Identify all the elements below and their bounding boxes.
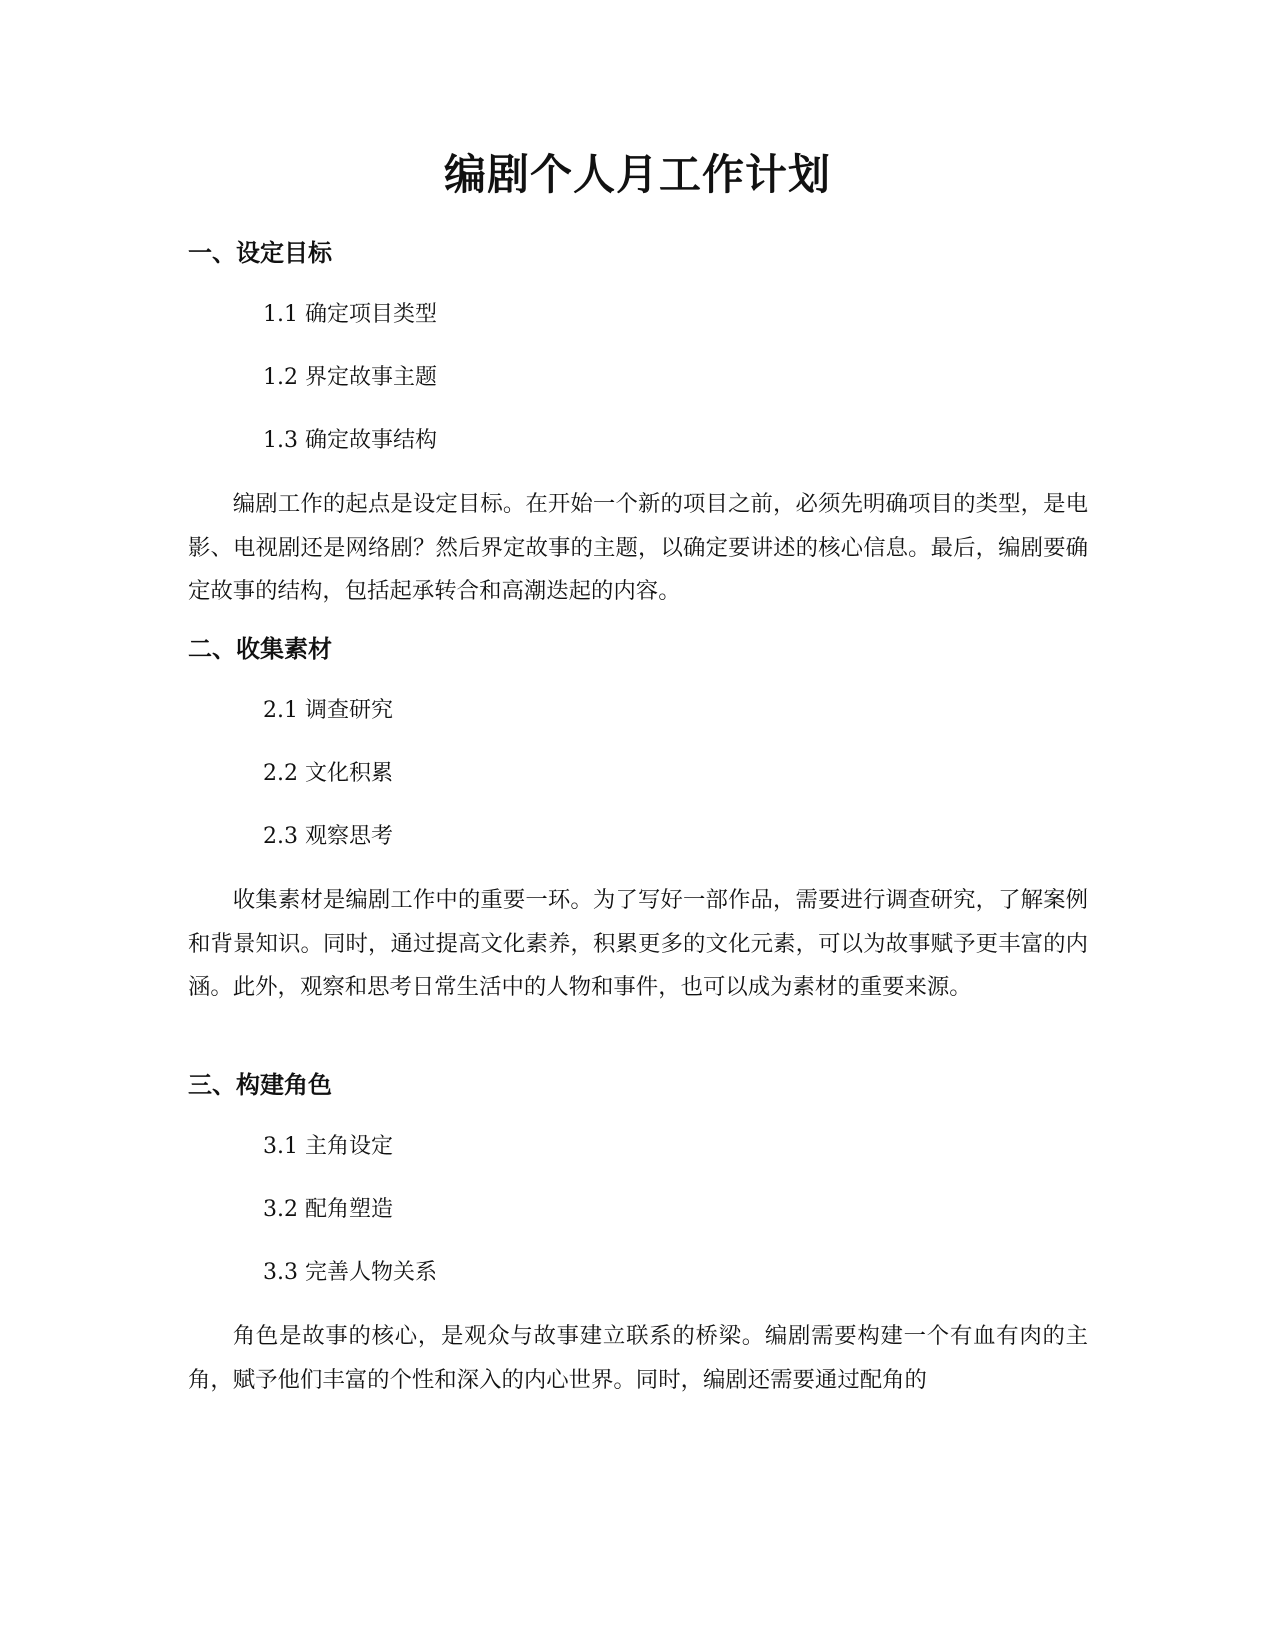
subsection-item: 1.3 确定故事结构 <box>263 428 437 453</box>
subsection-item: 2.3 观察思考 <box>263 824 393 849</box>
document-title: 编剧个人月工作计划 <box>443 150 831 199</box>
section-heading: 三、构建角色 <box>188 1071 332 1099</box>
section-paragraph: 收集素材是编剧工作中的重要一环。为了写好一部作品，需要进行调查研究，了解案例和背景知识。同时，通过提高文化素养，积累更多的文化元素，可以为故事赋予更丰富的内涵。此外，观察和思考日常生活中的人物和事件，也可以成为素材的重要来源。 <box>188 887 1088 1000</box>
section-heading: 一、设定目标 <box>188 239 332 267</box>
section-paragraph: 角色是故事的核心，是观众与故事建立联系的桥梁。编剧需要构建一个有血有肉的主角，赋予他们丰富的个性和深入的内心世界。同时，编剧还需要通过配角的 <box>188 1323 1088 1393</box>
subsection-item: 1.2 界定故事主题 <box>263 365 437 390</box>
subsection-item: 1.1 确定项目类型 <box>263 302 437 327</box>
section-paragraph: 编剧工作的起点是设定目标。在开始一个新的项目之前，必须先明确项目的类型，是电影、电视剧还是网络剧？然后界定故事的主题，以确定要讲述的核心信息。最后，编剧要确定故事的结构，包括起承转合和高潮迭起的内容。 <box>188 491 1088 604</box>
section-heading: 二、收集素材 <box>188 635 332 663</box>
subsection-item: 2.2 文化积累 <box>263 761 393 786</box>
subsection-item: 2.1 调查研究 <box>263 698 393 723</box>
subsection-item: 3.1 主角设定 <box>263 1134 393 1159</box>
subsection-item: 3.2 配角塑造 <box>263 1197 393 1222</box>
subsection-item: 3.3 完善人物关系 <box>263 1260 437 1285</box>
